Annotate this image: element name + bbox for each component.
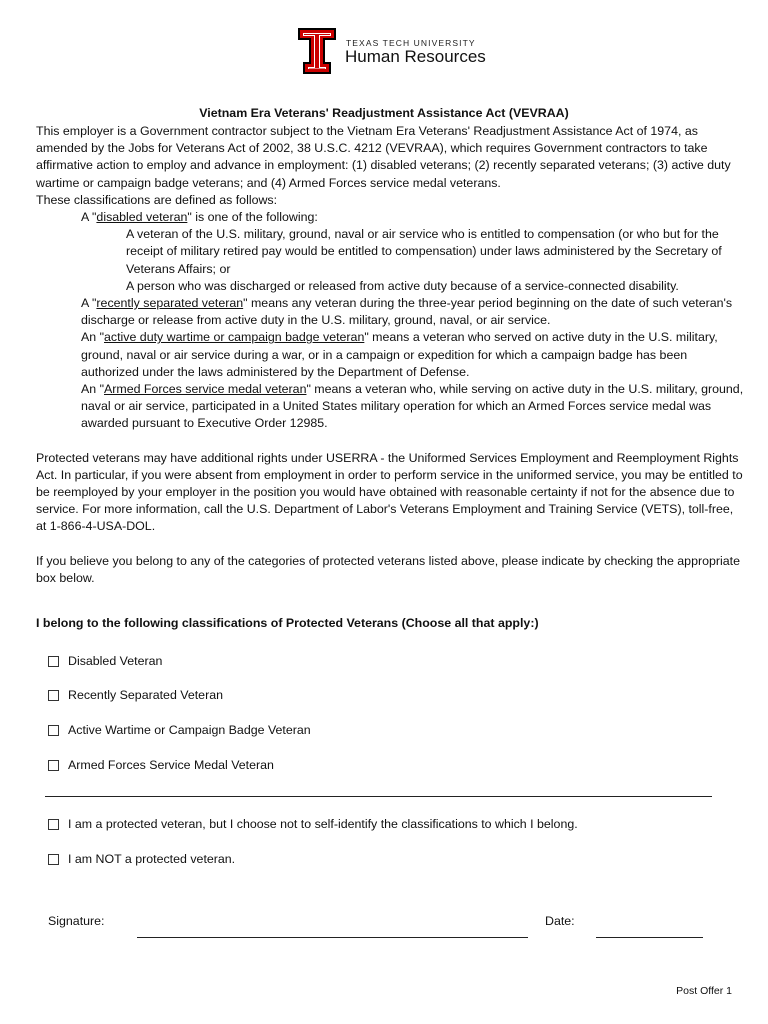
section-divider — [45, 796, 712, 797]
checkbox-icon[interactable] — [48, 760, 59, 771]
option-label: Recently Separated Veteran — [68, 688, 223, 702]
disabled-item-2: A person who was discharged or released from active duty because of a service-connected disability. — [126, 278, 679, 293]
signature-field[interactable] — [137, 937, 528, 938]
option-label: Disabled Veteran — [68, 654, 163, 668]
document-title: Vietnam Era Veterans' Readjustment Assistance Act (VEVRAA) — [199, 106, 569, 120]
disabled-item-1: A veteran of the U.S. military, ground, naval or air service who is entitled to compensation (or who but for the receipt of military retired pay would be entitled to compensation) under laws administered by the Secretary of Veterans Affairs; or — [126, 227, 722, 276]
option-label: Active Wartime or Campaign Badge Veteran — [68, 723, 311, 737]
option-label: I am NOT a protected veteran. — [68, 852, 236, 866]
instruction-paragraph: If you believe you belong to any of the categories of protected veterans listed above, please indicate by checking the appropriate box below. — [36, 553, 740, 585]
option-recently-separated-veteran[interactable] — [48, 688, 223, 702]
intro-paragraph: This employer is a Government contractor subject to the Vietnam Era Veterans' Readjustment Assistance Act of 1974, as amended by the Jobs for Veterans Act of 2002, 38 U.S.C. 4212 (VEVRAA), which requires Government contractors to take affirmative action to employ and advance in employment: (1) disabled veterans; (2) recently separated veterans; (3) active duty wartime or campaign badge veterans; and (4) Armed Forces service medal veterans. — [36, 124, 731, 190]
service-medal-definition: An "Armed Forces service medal veteran" means a veteran who, while serving on active duty in the U.S. military, ground, naval or air service, participated in a United States military operation for which an Armed Forces service medal was awarded pursuant to Executive Order 12985. — [81, 382, 744, 431]
option-disabled-veteran[interactable] — [48, 654, 162, 668]
term-active-duty-veteran: active duty wartime or campaign badge veteran — [104, 330, 365, 345]
checkbox-icon[interactable] — [48, 656, 59, 667]
option-active-wartime-veteran[interactable] — [48, 723, 311, 737]
classifications-intro: These classifications are defined as follows: — [36, 192, 278, 207]
date-label: Date: — [545, 914, 575, 928]
userra-paragraph: Protected veterans may have additional rights under USERRA - the Uniformed Services Employment and Reemployment Rights Act. In particular, if you were absent from employment in order to perform service in the uniformed service, you may be entitled to be reemployed by your employer in the position you would have obtained with reasonable certainty if not for the absence due to service. For more information, call the U.S. Department of Labor's Veterans Employment and Training Service (VETS), toll-free, at 1-866-4-USA-DOL. — [36, 450, 743, 534]
term-disabled-veteran: disabled veteran — [96, 210, 188, 225]
page-footer: Post Offer 1 — [676, 985, 732, 997]
ttu-hr-logo — [296, 26, 486, 76]
option-service-medal-veteran[interactable] — [48, 758, 274, 772]
option-not-protected[interactable] — [48, 852, 235, 866]
option-opt-out[interactable] — [48, 817, 578, 831]
term-service-medal-veteran: Armed Forces service medal veteran — [104, 382, 307, 397]
double-t-logo-icon — [296, 26, 340, 76]
org-university-name: TEXAS TECH UNIVERSITY — [346, 38, 476, 48]
option-label: Armed Forces Service Medal Veteran — [68, 758, 274, 772]
checkbox-icon[interactable] — [48, 819, 59, 830]
term-recently-separated-veteran: recently separated veteran — [96, 296, 244, 311]
body-text — [36, 123, 746, 587]
org-department-name: Human Resources — [345, 47, 486, 66]
checkbox-icon[interactable] — [48, 690, 59, 701]
active-duty-definition: An "active duty wartime or campaign badge veteran" means a veteran who served on active duty in the U.S. military, ground, naval or air service during a war, or in a campaign or expedition for which a campaign badge has been authorized under the laws administered by the Department of Defense. — [81, 330, 718, 379]
option-label: I am a protected veteran, but I choose not to self-identify the classifications to which I belong. — [68, 817, 578, 831]
signature-label: Signature: — [48, 914, 105, 928]
checkbox-icon[interactable] — [48, 854, 59, 865]
recently-separated-definition: A "recently separated veteran" means any veteran during the three-year period beginning on the date of such veteran's discharge or release from active duty in the U.S. military, ground, naval, or air service. — [81, 296, 733, 328]
checkbox-icon[interactable] — [48, 725, 59, 736]
classification-heading: I belong to the following classifications of Protected Veterans (Choose all that apply:) — [36, 616, 539, 630]
disabled-veteran-definition: A "disabled veteran" is one of the following: — [81, 210, 318, 225]
date-field[interactable] — [596, 937, 703, 938]
